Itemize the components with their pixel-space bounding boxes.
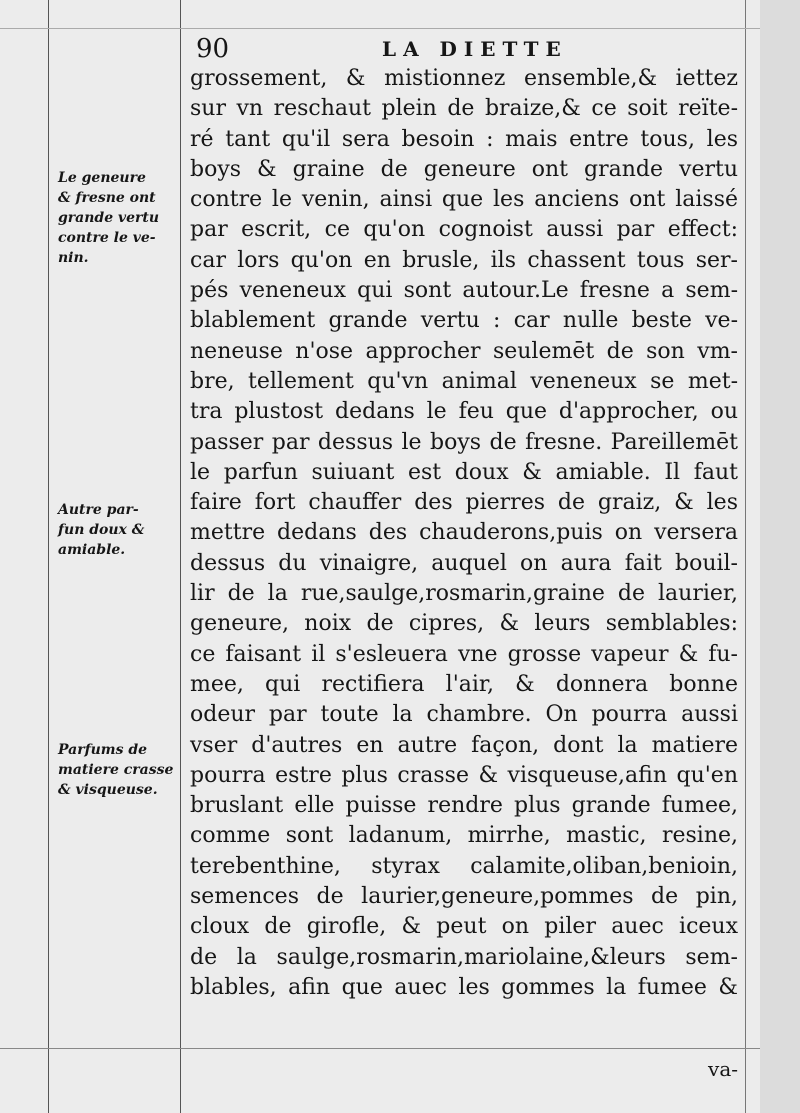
body-text [190,64,738,1003]
margin-note-line: contre le ve- [58,230,156,246]
text-line: neneuse n'ose approcher seulemēt de son vm- [190,338,738,364]
text-line: dessus du vinaigre, auquel on aura fait bouil- [190,550,738,576]
margin-note-line: fun doux & [58,522,145,538]
text-line: blables, afin que auec les gommes la fumee & [190,974,738,1000]
margin-note-line: nin. [58,250,89,266]
text-line: car lors qu'on en brusle, ils chassent tous ser- [190,247,738,273]
text-line: passer par dessus le boys de fresne. Pareillemēt [190,429,738,455]
text-line: par escrit, ce qu'on cognoist aussi par effect: [190,217,738,243]
margin-rule-left [48,0,49,1113]
text-line: terebenthine, styrax calamite,oliban,benioin, [190,853,738,879]
bleed-through-text [60,92,178,110]
catchword: va- [708,1057,738,1081]
text-line: semences de laurier,geneure,pommes de pin, [190,884,738,910]
margin-note-line: amiable. [58,542,126,558]
margin-note [58,740,182,800]
margin-note [58,500,182,560]
text-line: odeur par toute la chambre. On pourra aussi [190,702,738,728]
text-line: vser d'autres en autre façon, dont la matiere [190,732,738,758]
text-line: lir de la rue,saulge,rosmarin,graine de laurier, [190,581,738,607]
text-line: boys & graine de geneure ont grande vertu [190,156,738,182]
text-line: mee, qui rectifiera l'air, & donnera bonne [190,671,738,697]
text-line: contre le venin, ainsi que les anciens ont laissé [190,187,738,213]
margin-note-line: & fresne ont [58,190,156,206]
text-line: le parfun suiuant est doux & amiable. Il faut [190,459,738,485]
text-line: ré tant qu'il sera besoin : mais entre tous, les [190,126,738,152]
bottom-rule [0,1048,760,1049]
margin-note-line: Autre par- [58,502,139,518]
text-line: comme sont ladanum, mirrhe, mastic, resine, [190,823,738,849]
folio-number: 90 [196,34,230,64]
margin-note-line: & visqueuse. [58,782,158,798]
text-line: bre, tellement qu'vn animal veneneux se met- [190,368,738,394]
margin-note-line: Parfums de [58,742,148,758]
margin-note-line: grande vertu [58,210,160,226]
text-line: mettre dedans des chauderons,puis on versera [190,520,738,546]
text-line: geneure, noix de cipres, & leurs semblables: [190,611,738,637]
text-line: tra plustost dedans le feu que d'approcher, ou [190,399,738,425]
margin-note [58,168,182,268]
text-line: ce faisant il s'esleuera vne grosse vapeur & fu- [190,641,738,667]
text-line: grossement, & mistionnez ensemble,& iettez [190,66,738,91]
margin-note-line: Le geneure [58,170,146,186]
running-title: LA DIETTE [382,37,568,61]
text-line: cloux de girofle, & peut on piler auec iceux [190,914,738,940]
text-line: sur vn reschaut plein de braize,& ce soit reïte- [190,96,738,122]
text-line: pés veneneux qui sont autour.Le fresne a sem- [190,278,738,304]
page-header [196,34,756,64]
text-line: de la saulge,rosmarin,mariolaine,&leurs sem- [190,944,738,970]
margin-rule-right [745,0,746,1113]
margin-note-line: matiere crasse [58,762,174,778]
text-line: blablement grande vertu : car nulle beste ve- [190,308,738,334]
top-rule [0,28,760,29]
text-line: faire fort chauffer des pierres de graiz, & les [190,490,738,516]
text-line: pourra estre plus crasse & visqueuse,afin qu'en [190,762,738,788]
page-edge [760,0,800,1113]
text-line: bruslant elle puisse rendre plus grande fumee, [190,793,738,819]
